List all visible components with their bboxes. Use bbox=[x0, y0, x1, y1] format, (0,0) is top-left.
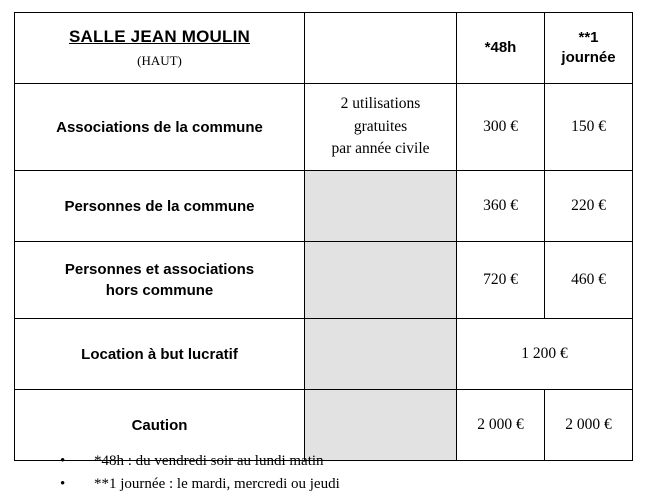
price-48h-outside: 720 € bbox=[457, 242, 545, 319]
price-day-residents: 220 € bbox=[545, 171, 633, 242]
free-usage-line2: gratuites bbox=[353, 117, 408, 135]
table-row bbox=[15, 242, 633, 319]
table-header-row bbox=[15, 13, 633, 84]
price-48h-residents: 360 € bbox=[457, 171, 545, 242]
bullet-icon: • bbox=[60, 453, 66, 469]
price-day-outside: 460 € bbox=[545, 242, 633, 319]
shaded-cell bbox=[305, 171, 457, 242]
hall-title: SALLE JEAN MOULIN bbox=[69, 27, 250, 46]
hall-title-cell bbox=[15, 13, 305, 84]
free-usage-cell bbox=[305, 84, 457, 171]
shaded-cell bbox=[305, 242, 457, 319]
price-48h-associations: 300 € bbox=[457, 84, 545, 171]
price-merged-commercial: 1 200 € bbox=[457, 319, 633, 390]
free-usage-line1: 2 utilisations bbox=[340, 95, 421, 113]
table-row bbox=[15, 84, 633, 171]
price-48h-deposit: 2 000 € bbox=[457, 390, 545, 461]
row-label-associations: Associations de la commune bbox=[15, 84, 305, 171]
table-row bbox=[15, 171, 633, 242]
footnote-48h-text: *48h : du vendredi soir au lundi matin bbox=[94, 453, 324, 469]
rates-table bbox=[14, 12, 633, 461]
row-label-outside-line2: hors commune bbox=[105, 282, 214, 299]
column-header-48h: *48h bbox=[457, 13, 545, 84]
footnote-day-text: **1 journée : le mardi, mercredi ou jeudi bbox=[94, 476, 340, 493]
column-header-day bbox=[545, 13, 633, 84]
footnote-day bbox=[60, 473, 620, 496]
hall-subtitle: (HAUT) bbox=[137, 53, 182, 68]
row-label-commercial: Location à but lucratif bbox=[15, 319, 305, 390]
row-label-outside-line1: Personnes et associations bbox=[64, 261, 255, 278]
footnote-48h bbox=[60, 450, 620, 473]
column-header-day-line1: **1 bbox=[578, 28, 599, 46]
header-empty-cell bbox=[305, 13, 457, 84]
shaded-cell bbox=[305, 319, 457, 390]
bullet-icon: • bbox=[60, 476, 66, 493]
price-day-associations: 150 € bbox=[545, 84, 633, 171]
column-header-day-line2: journée bbox=[561, 49, 616, 66]
table-row bbox=[15, 319, 633, 390]
row-label-outside bbox=[15, 242, 305, 319]
row-label-residents: Personnes de la commune bbox=[15, 171, 305, 242]
free-usage-line3: par année civile bbox=[331, 140, 430, 158]
price-day-deposit: 2 000 € bbox=[545, 390, 633, 461]
row-label-deposit: Caution bbox=[15, 390, 305, 461]
footnotes bbox=[60, 450, 620, 497]
